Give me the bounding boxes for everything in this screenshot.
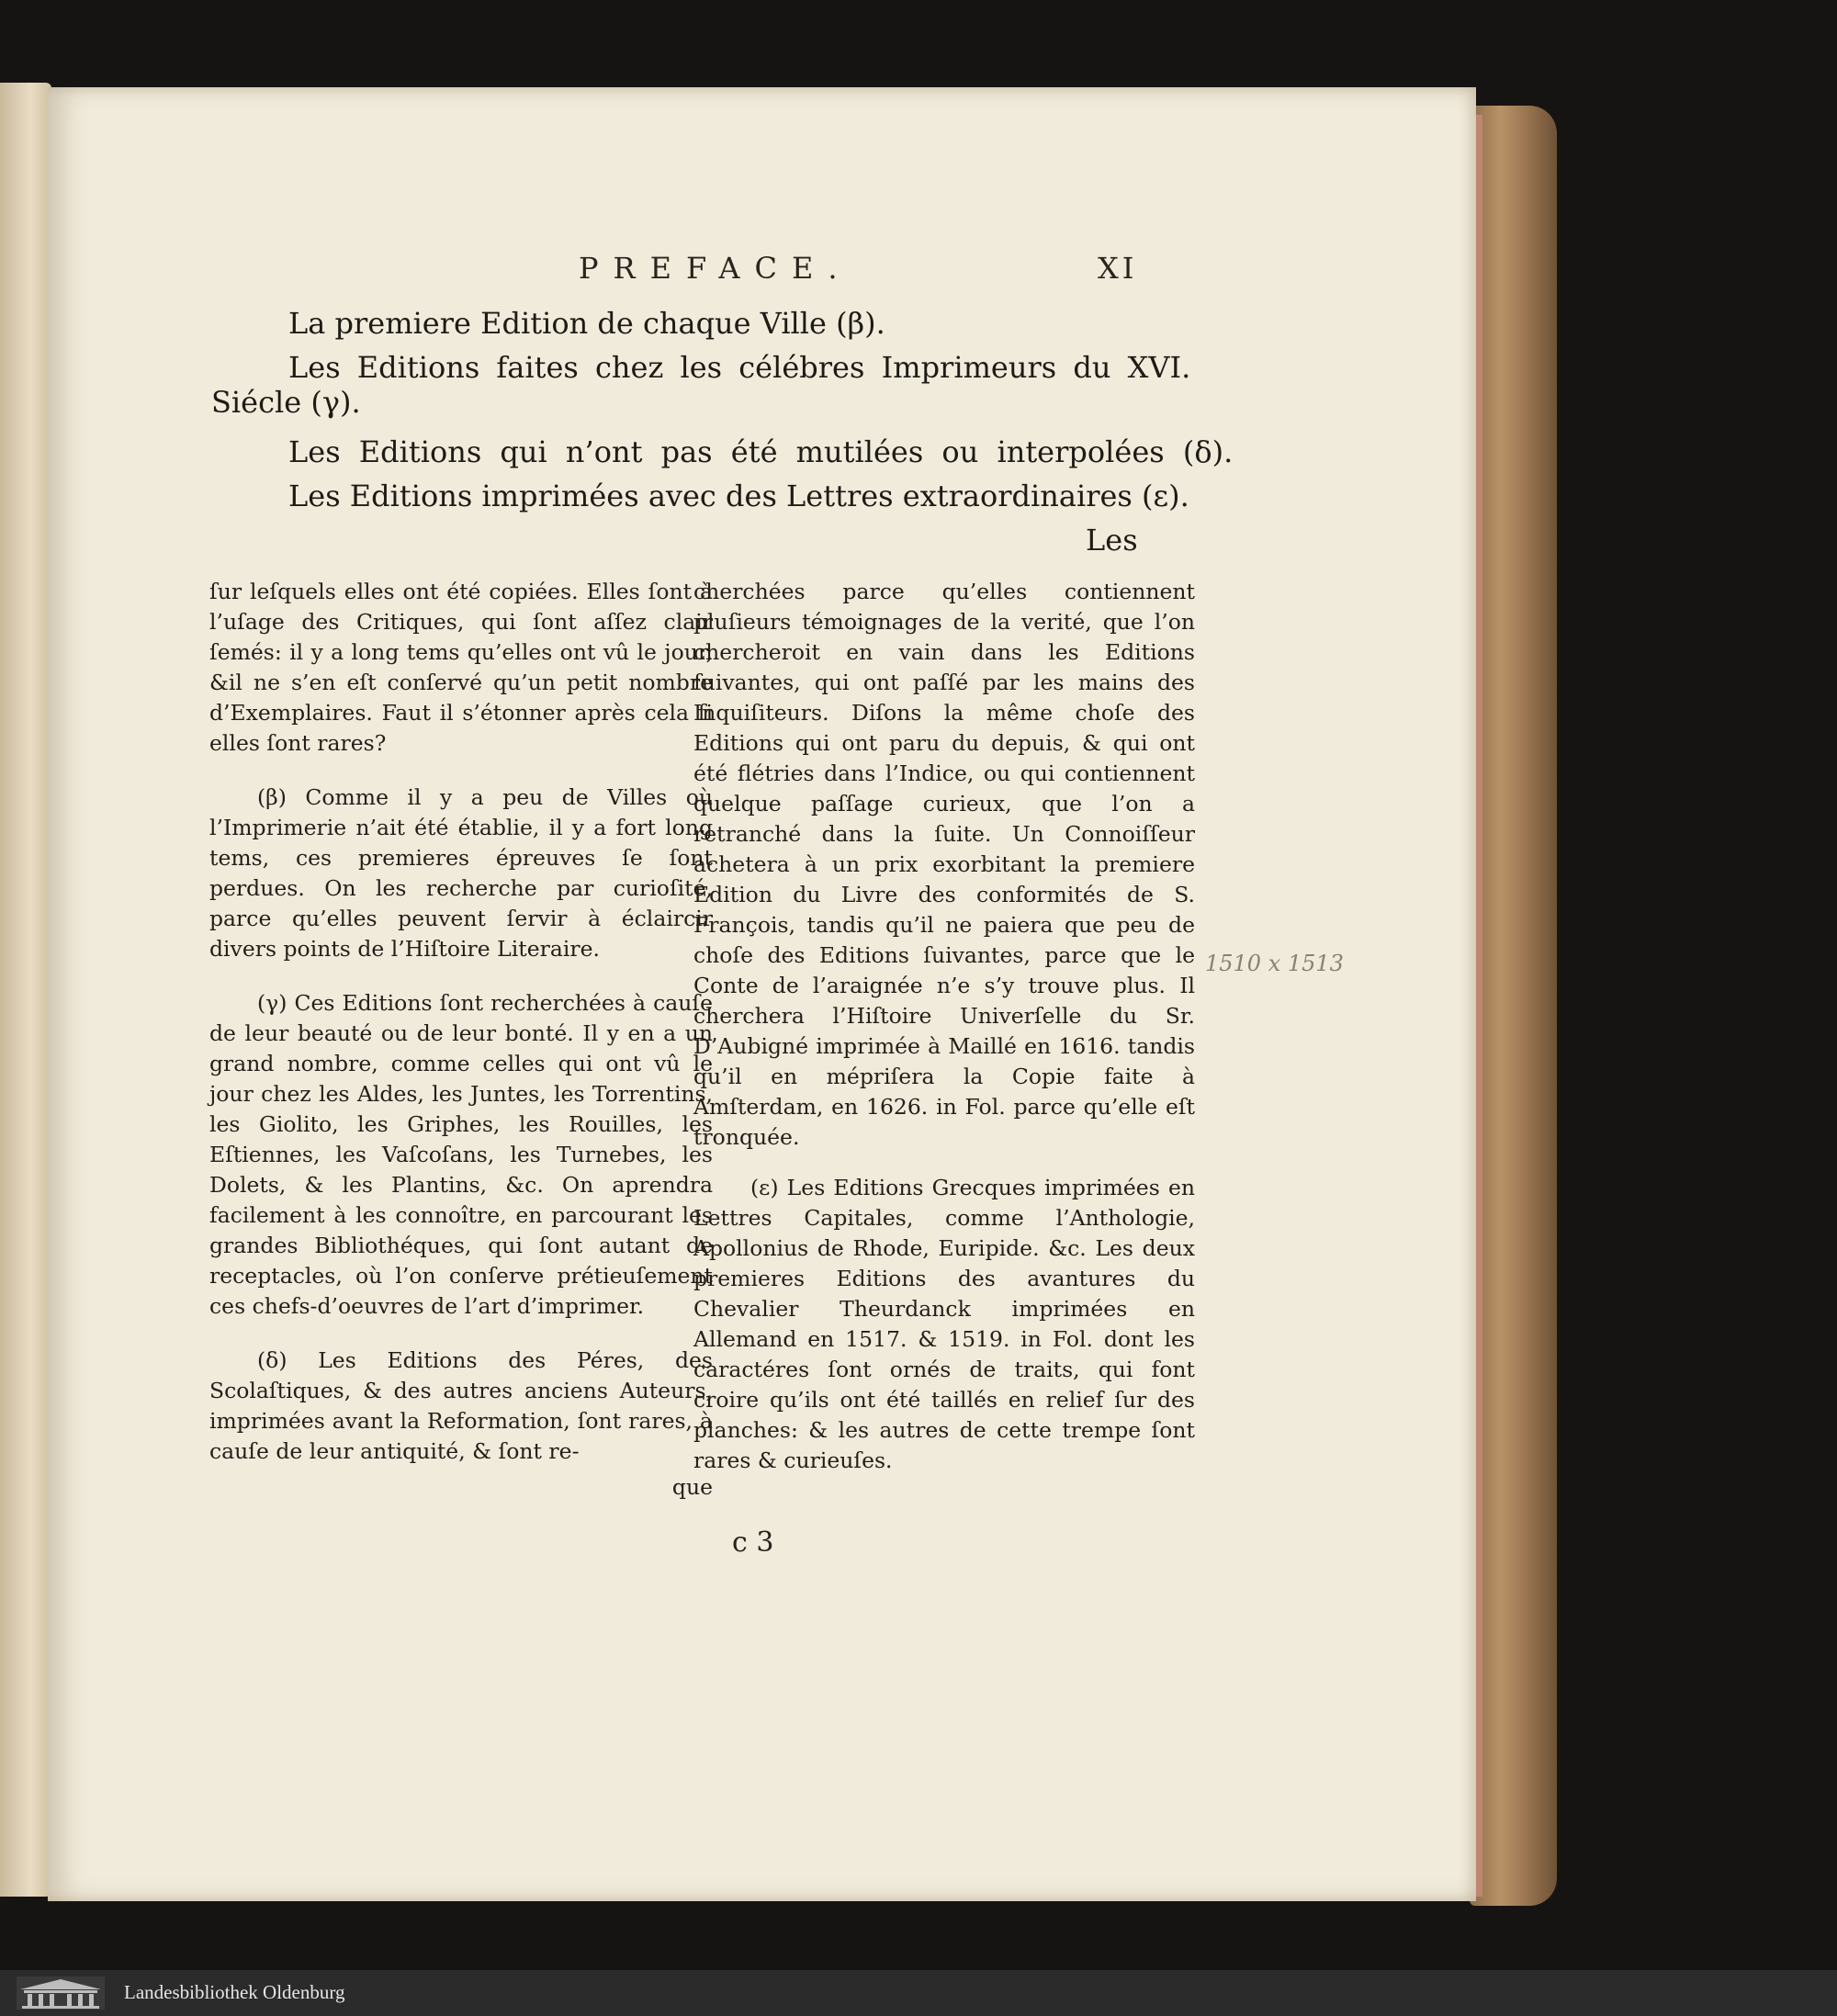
top-line-4: Les Editions qui n’ont pas été mutilées ou interpolées (δ). xyxy=(288,434,1234,469)
note-epsilon: (ε) Les Editions Grecques imprimées en Lettres Capitales, comme l’Anthologie, Apollonius de Rhode, Euripide. &c. Les deux premieres Editions des avantures du Chevalier Theurdanck imprimées en Allemand en 1517. & 1519. in Fol. dont les caractéres ſont ornés de traits, qui font croire qu’ils ont été taillés en relief ſur des planches: & les autres de cette trempe ſont rares & curieuſes. xyxy=(693,1175,1195,1473)
top-line-2: Les Editions faites chez les célébres Imprimeurs du XVI. xyxy=(288,350,1191,385)
footer-label[interactable]: Landesbibliothek Oldenburg xyxy=(124,1981,345,2003)
note-delta: (δ) Les Editions des Péres, des Scolaſtiques, & des autres anciens Auteurs, imprimées avant la Reformation, ſont rares, à cauſe de leur antiquité, & ſont re- xyxy=(209,1347,713,1464)
note-beta: (β) Comme il y a peu de Villes où l’Imprimerie n’ait été établie, il y a fort long tems, ces premieres épreuves ſe ſont perdues. On les recherche par curioſité, parce qu’elles peuvent ſervir à éclaircir divers points de l’Hiſtoire Literaire. xyxy=(209,784,713,962)
page-number: XI xyxy=(1098,251,1138,286)
top-line-5: Les Editions imprimées avec des Lettres extraordinaires (ε). xyxy=(288,479,1189,513)
running-head: PREFACE. xyxy=(579,251,852,286)
margin-annotation: 1510 x 1513 xyxy=(1205,951,1344,976)
book-page xyxy=(48,87,1476,1901)
top-line-3: Siécle (γ). xyxy=(211,385,361,420)
facing-page-edge xyxy=(0,83,51,1897)
footer-bar xyxy=(0,1970,1837,2016)
left-column xyxy=(209,577,713,1503)
right-paragraph: cherchées parce qu’elles contiennent pluſieurs témoignages de la verité, que l’on chercheroit en vain dans les Editions ſuivantes, qui ont paſſé par les mains des Inquiſiteurs. Diſons la même choſe des Editions qui ont paru du depuis, & qui ont été flétries dans l’Indice, ou qui contiennent quelque paſſage curieux, que l’on a retranché dans la ſuite. Un Connoiſſeur achetera à un prix exorbitant la premiere Edition du Livre des conformités de S. François, tandis qu’il ne paiera que peu de choſe des Editions ſuivantes, parce que le Conte de l’araignée n’e s’y trouve plus. Il cherchera l’Hiſtoire Univerſelle du Sr. D’Aubigné imprimée à Maillé en 1616. tandis qu’il en mépriſera la Copie faite à Amſterdam, en 1626. in Fol. parce qu’elle eſt tronquée. xyxy=(693,579,1195,1150)
signature-mark: c 3 xyxy=(732,1526,774,1559)
top-line-1: La premiere Edition de chaque Ville (β). xyxy=(288,306,885,341)
top-catchword: Les xyxy=(1086,523,1138,557)
left-paragraph: ſur leſquels elles ont été copiées. Elles ſont à l’uſage des Critiques, qui ſont aſſez clair ſemés: il y a long tems qu’elles ont vû le jour, &il ne s’en eſt conſervé qu’un petit nombre d’Exemplaires. Faut il s’étonner après cela ſi elles ſont rares? xyxy=(209,579,713,756)
note-gamma: (γ) Ces Editions ſont recherchées à cauſe de leur beauté ou de leur bonté. Il y en a un grand nombre, comme celles qui ont vû le jour chez les Aldes, les Juntes, les Torrentins, les Giolito, les Griphes, les Rouilles, les Eſtiennes, les Vaſcoſans, les Turnebes, les Dolets, & les Plantins, &c. On aprendra facilement à les connoître, en parcourant les grandes Bibliothéques, qui ſont autant de receptacles, où l’on conſerve prétieuſement ces chefs-d’oeuvres de l’art d’imprimer. xyxy=(209,990,713,1319)
library-logo-icon xyxy=(17,1977,105,2010)
left-catchword: que xyxy=(671,1474,713,1500)
right-column xyxy=(693,577,1195,1496)
book-binding xyxy=(1470,106,1557,1906)
